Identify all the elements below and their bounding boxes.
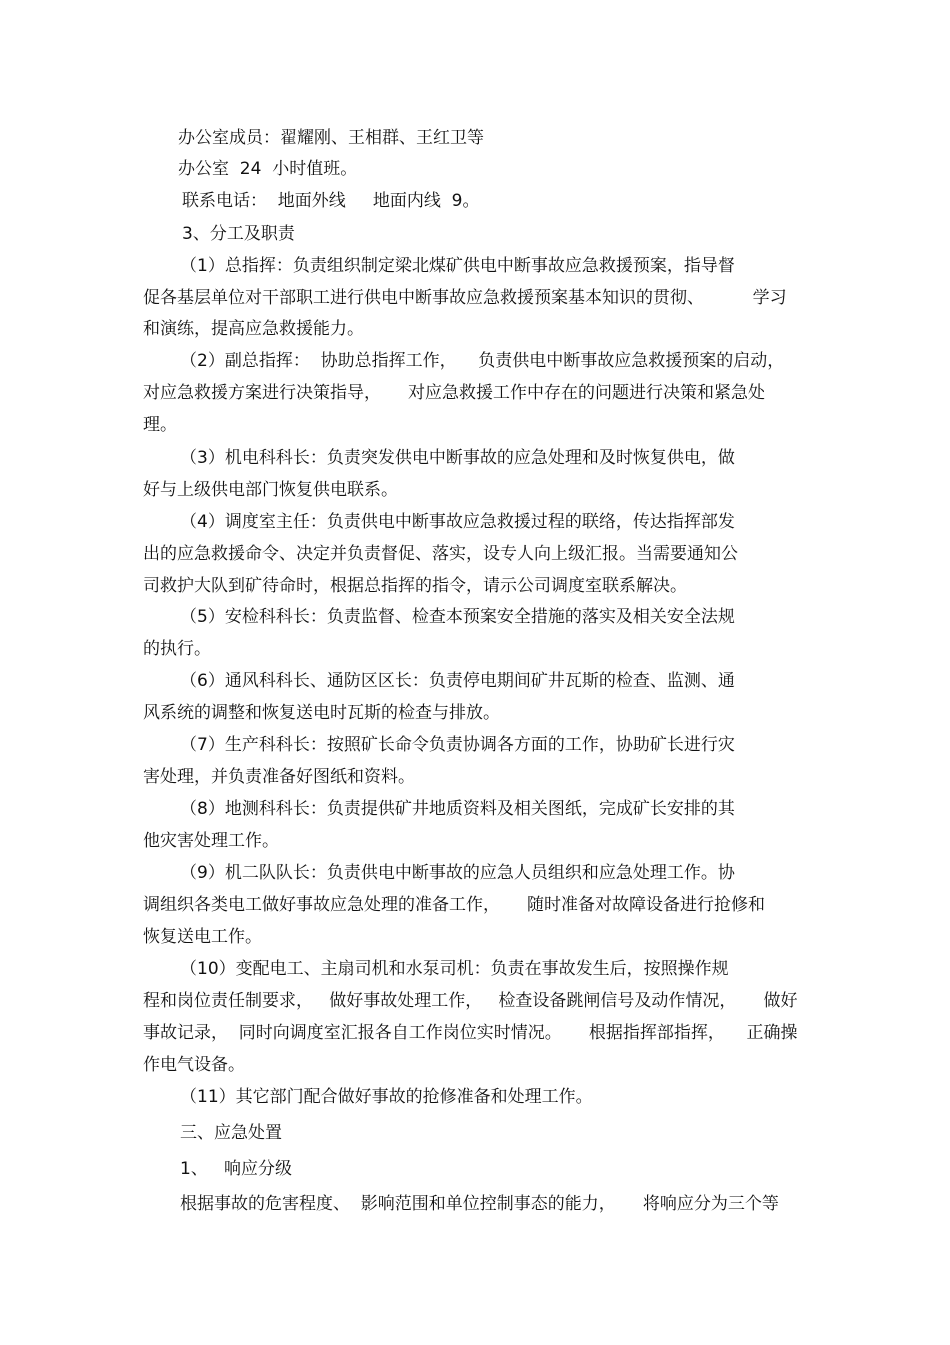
text-line: 对应急救援方案进行决策指导， 对应急救援工作中存在的问题进行决策和紧急处 — [143, 383, 766, 403]
text-line: （9）机二队队长：负责供电中断事故的应急人员组织和应急处理工作。协 — [180, 863, 735, 883]
text-line: 联系电话： 地面外线 地面内线 9。 — [182, 191, 480, 211]
text-line: 风系统的调整和恢复送电时瓦斯的检查与排放。 — [143, 703, 500, 723]
section-heading: 3、分工及职责 — [182, 224, 295, 244]
text-line: 和演练，提高应急救援能力。 — [143, 319, 364, 339]
text-line: 根据事故的危害程度、 影响范围和单位控制事态的能力， 将响应分为三个等 — [180, 1194, 779, 1214]
text-line: 好与上级供电部门恢复供电联系。 — [143, 480, 398, 500]
text-line: （3）机电科科长：负责突发供电中断事故的应急处理和及时恢复供电，做 — [180, 448, 735, 468]
text-line: 司救护大队到矿待命时，根据总指挥的指令，请示公司调度室联系解决。 — [143, 576, 687, 596]
text-line: （8）地测科科长：负责提供矿井地质资料及相关图纸，完成矿长安排的其 — [180, 799, 735, 819]
text-line: 事故记录， 同时向调度室汇报各自工作岗位实时情况。 根据指挥部指挥， 正确操 — [143, 1023, 798, 1043]
text-line: 的执行。 — [143, 639, 211, 659]
text-line: （5）安检科科长：负责监督、检查本预案安全措施的落实及相关安全法规 — [180, 607, 735, 627]
text-line: （10）变配电工、主扇司机和水泵司机：负责在事故发生后，按照操作规 — [180, 959, 729, 979]
text-line: （7）生产科科长：按照矿长命令负责协调各方面的工作，协助矿长进行灾 — [180, 735, 735, 755]
text-line: 作电气设备。 — [143, 1055, 245, 1075]
text-line: 出的应急救援命令、决定并负责督促、落实，设专人向上级汇报。当需要通知公 — [143, 544, 738, 564]
text-line: 理。 — [143, 415, 177, 435]
text-line: 程和岗位责任制要求， 做好事故处理工作， 检查设备跳闸信号及动作情况， 做好 — [143, 991, 798, 1011]
text-line: （2）副总指挥： 协助总指挥工作， 负责供电中断事故应急救援预案的启动， — [180, 351, 785, 371]
text-line: 害处理，并负责准备好图纸和资料。 — [143, 767, 415, 787]
text-line: （4）调度室主任：负责供电中断事故应急救援过程的联络，传达指挥部发 — [180, 512, 735, 532]
text-line: 办公室 24 小时值班。 — [178, 159, 358, 179]
section-heading: 三、应急处置 — [180, 1123, 282, 1143]
text-line: 促各基层单位对干部职工进行供电中断事故应急救援预案基本知识的贯彻、 学习 — [143, 288, 787, 308]
text-line: （6）通风科科长、通防区区长：负责停电期间矿井瓦斯的检查、监测、通 — [180, 671, 735, 691]
text-line: 办公室成员：翟耀刚、王相群、王红卫等 — [178, 128, 484, 148]
text-line: 他灾害处理工作。 — [143, 831, 279, 851]
subsection-heading: 1、 响应分级 — [180, 1159, 293, 1179]
text-line: （11）其它部门配合做好事故的抢修准备和处理工作。 — [180, 1087, 593, 1107]
text-line: 恢复送电工作。 — [143, 927, 262, 947]
text-line: 调组织各类电工做好事故应急处理的准备工作， 随时准备对故障设备进行抢修和 — [143, 895, 766, 915]
text-line: （1）总指挥：负责组织制定梁北煤矿供电中断事故应急救援预案，指导督 — [180, 256, 735, 276]
